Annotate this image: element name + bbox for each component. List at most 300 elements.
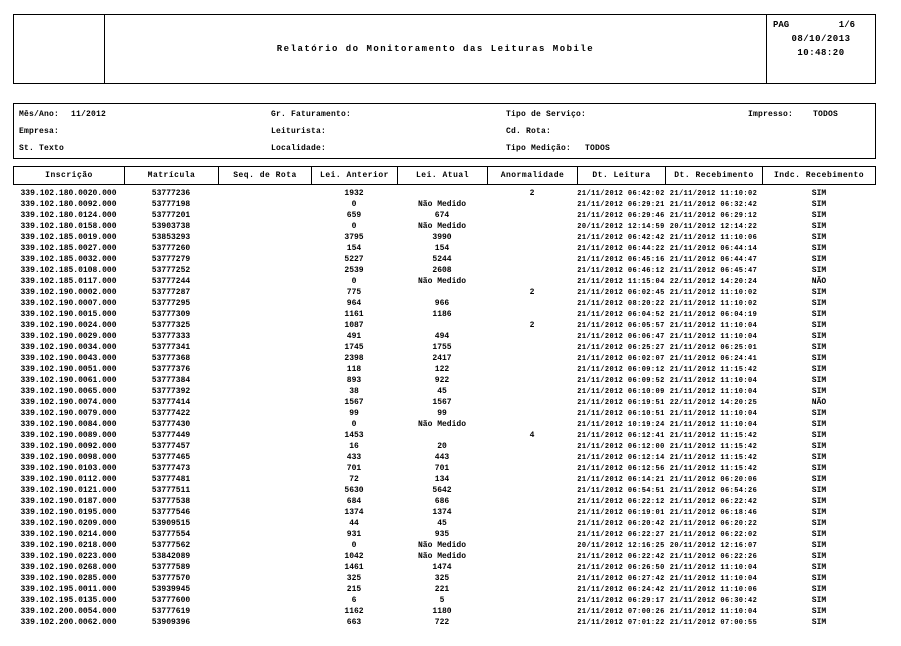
- table-cell: SIM: [811, 376, 827, 385]
- table-cell: 339.102.190.0079.000: [20, 409, 117, 418]
- table-cell: 53777376: [151, 365, 191, 374]
- impresso-value: TODOS: [813, 110, 839, 119]
- table-cell: 53777600: [151, 596, 191, 605]
- filter-st-texto: [19, 144, 64, 153]
- table-cell: 21/11/2012 06:02:45: [577, 288, 665, 297]
- table-cell: 339.102.190.0007.000: [20, 299, 117, 308]
- table-cell: 701: [346, 464, 362, 473]
- table-cell: 2608: [432, 266, 452, 275]
- table-cell: 53777252: [151, 266, 191, 275]
- col-header-indc-recebimento: Indc. Recebimento: [773, 171, 865, 180]
- table-cell: 53777333: [151, 332, 191, 341]
- table-cell: 53777457: [151, 442, 191, 451]
- table-row: [13, 485, 876, 496]
- table-cell: 20/11/2012 12:14:22: [669, 222, 758, 231]
- table-cell: NÃO: [811, 398, 827, 407]
- table-cell: 21/11/2012 06:45:16: [577, 255, 665, 264]
- table-cell: 53842089: [151, 552, 191, 561]
- table-header: [13, 166, 876, 185]
- table-cell: 339.102.190.0098.000: [20, 453, 117, 462]
- table-cell: SIM: [811, 222, 827, 231]
- table-cell: 4: [529, 431, 535, 440]
- table-cell: 21/11/2012 06:42:02: [577, 189, 665, 198]
- table-cell: 659: [346, 211, 362, 220]
- filter-impresso: [748, 110, 838, 119]
- print-date: 08/10/2013: [791, 34, 851, 44]
- filter-tipo-medicao: [506, 144, 610, 153]
- table-cell: 21/11/2012 06:27:42: [577, 574, 665, 583]
- table-cell: 53777511: [151, 486, 191, 495]
- table-cell: 53777295: [151, 299, 191, 308]
- table-row: [13, 287, 876, 298]
- table-row: [13, 188, 876, 199]
- table-row: [13, 452, 876, 463]
- table-cell: 21/11/2012 06:24:41: [669, 354, 758, 363]
- table-cell: 21/11/2012 11:10:04: [669, 376, 758, 385]
- table-cell: Não Medido: [417, 420, 466, 429]
- filter-gr-faturamento: [271, 110, 351, 119]
- table-cell: 21/11/2012 11:10:04: [669, 321, 758, 330]
- table-cell: 21/11/2012 11:15:42: [669, 431, 758, 440]
- table-cell: 1474: [432, 563, 452, 572]
- tipo-medicao-value: TODOS: [585, 144, 611, 153]
- table-cell: 339.102.190.0214.000: [20, 530, 117, 539]
- table-cell: 491: [346, 332, 362, 341]
- table-cell: 2539: [344, 266, 364, 275]
- table-cell: 325: [434, 574, 450, 583]
- table-cell: 21/11/2012 06:26:50: [577, 563, 665, 572]
- col-header-lei-atual: Lei. Atual: [398, 167, 488, 184]
- table-cell: 21/11/2012 06:04:52: [577, 310, 665, 319]
- table-cell: SIM: [811, 486, 827, 495]
- table-row: [13, 529, 876, 540]
- table-cell: 339.102.185.0108.000: [20, 266, 117, 275]
- table-row: [13, 606, 876, 617]
- table-cell: 21/11/2012 06:32:42: [669, 200, 758, 209]
- table-cell: 53777384: [151, 376, 191, 385]
- table-cell: Não Medido: [417, 277, 466, 286]
- table-cell: 5630: [344, 486, 364, 495]
- table-cell: 931: [346, 530, 362, 539]
- table-cell: 1186: [432, 310, 452, 319]
- table-cell: Não Medido: [417, 200, 466, 209]
- table-cell: SIM: [811, 200, 827, 209]
- table-cell: 53777198: [151, 200, 191, 209]
- table-cell: 1932: [344, 189, 364, 198]
- table-cell: 935: [434, 530, 450, 539]
- table-cell: 215: [346, 585, 362, 594]
- print-time: 10:48:20: [797, 48, 845, 58]
- table-cell: 339.102.185.0032.000: [20, 255, 117, 264]
- table-cell: SIM: [811, 211, 827, 220]
- table-cell: 0: [351, 541, 357, 550]
- table-cell: 22/11/2012 14:20:24: [669, 277, 758, 286]
- table-row: [13, 584, 876, 595]
- impresso-label: Impresso:: [748, 110, 794, 119]
- table-cell: 21/11/2012 06:22:42: [669, 497, 758, 506]
- table-cell: 21/11/2012 06:09:12: [577, 365, 665, 374]
- table-row: [13, 353, 876, 364]
- table-row: [13, 430, 876, 441]
- table-cell: 339.102.200.0054.000: [20, 607, 117, 616]
- table-cell: 21/11/2012 11:10:04: [669, 332, 758, 341]
- table-cell: 53909515: [151, 519, 191, 528]
- col-header-matricula: Matrícula: [125, 167, 219, 184]
- table-cell: 21/11/2012 07:00:55: [669, 618, 758, 627]
- table-cell: 44: [349, 519, 359, 528]
- table-cell: 21/11/2012 06:20:42: [577, 519, 665, 528]
- table-cell: SIM: [811, 332, 827, 341]
- table-cell: 21/11/2012 06:25:01: [669, 343, 758, 352]
- table-row: [13, 562, 876, 573]
- report-header: [13, 14, 876, 84]
- table-cell: 21/11/2012 06:54:26: [669, 486, 758, 495]
- table-cell: 53777236: [151, 189, 191, 198]
- table-cell: 775: [346, 288, 362, 297]
- table-cell: 21/11/2012 06:22:02: [669, 530, 758, 539]
- table-cell: 1180: [432, 607, 452, 616]
- table-cell: 722: [434, 618, 450, 627]
- table-row: [13, 551, 876, 562]
- table-cell: 686: [434, 497, 450, 506]
- table-cell: 339.102.190.0051.000: [20, 365, 117, 374]
- table-cell: 99: [437, 409, 447, 418]
- table-cell: 0: [351, 420, 357, 429]
- table-cell: Não Medido: [417, 541, 466, 550]
- table-cell: 154: [434, 244, 450, 253]
- table-cell: 53777341: [151, 343, 191, 352]
- table-cell: SIM: [811, 618, 827, 627]
- table-row: [13, 364, 876, 375]
- table-cell: SIM: [811, 310, 827, 319]
- table-row: [13, 276, 876, 287]
- table-cell: 21/11/2012 06:44:22: [577, 244, 665, 253]
- table-cell: 21/11/2012 06:10:09: [577, 387, 665, 396]
- table-cell: 20/11/2012 12:14:59: [577, 222, 665, 231]
- table-cell: SIM: [811, 563, 827, 572]
- table-cell: 0: [351, 200, 357, 209]
- table-cell: 5244: [432, 255, 452, 264]
- table-row: [13, 243, 876, 254]
- table-cell: 21/11/2012 06:20:22: [669, 519, 758, 528]
- table-cell: SIM: [811, 365, 827, 374]
- table-cell: 21/11/2012 06:44:47: [669, 255, 758, 264]
- table-cell: 53777260: [151, 244, 191, 253]
- page-number: 1/6: [838, 20, 855, 30]
- table-cell: 964: [346, 299, 362, 308]
- table-cell: 72: [349, 475, 359, 484]
- table-cell: 21/11/2012 06:22:42: [577, 552, 665, 561]
- table-cell: 893: [346, 376, 362, 385]
- table-row: [13, 331, 876, 342]
- table-cell: 3990: [432, 233, 452, 242]
- table-row: [13, 298, 876, 309]
- table-cell: 154: [346, 244, 362, 253]
- table-cell: 21/11/2012 06:54:51: [577, 486, 665, 495]
- mes-ano-value: 11/2012: [71, 110, 107, 119]
- table-cell: 53777414: [151, 398, 191, 407]
- table-row: [13, 507, 876, 518]
- col-header-lei-anterior: Lei. Anterior: [312, 167, 398, 184]
- table-cell: 21/11/2012 06:12:56: [577, 464, 665, 473]
- table-cell: 53777449: [151, 431, 191, 440]
- cd-rota-label: Cd. Rota:: [506, 127, 552, 136]
- table-cell: 339.102.190.0024.000: [20, 321, 117, 330]
- table-row: [13, 441, 876, 452]
- table-cell: 339.102.190.0043.000: [20, 354, 117, 363]
- table-cell: 339.102.185.0117.000: [20, 277, 117, 286]
- table-cell: SIM: [811, 464, 827, 473]
- table-cell: SIM: [811, 552, 827, 561]
- table-cell: 99: [349, 409, 359, 418]
- table-cell: 53777287: [151, 288, 191, 297]
- table-cell: 2417: [432, 354, 452, 363]
- col-header-dt-recebimento: Dt. Recebimento: [666, 167, 763, 184]
- table-cell: 21/11/2012 06:29:21: [577, 200, 665, 209]
- table-cell: SIM: [811, 596, 827, 605]
- col-header-seq-rota: Seq. de Rota: [219, 167, 312, 184]
- table-cell: 2: [529, 321, 535, 330]
- table-cell: SIM: [811, 475, 827, 484]
- table-cell: 21/11/2012 11:15:42: [669, 464, 758, 473]
- table-cell: 21/11/2012 07:00:26: [577, 607, 665, 616]
- table-cell: 339.102.180.0158.000: [20, 222, 117, 231]
- table-cell: 21/11/2012 11:15:42: [669, 453, 758, 462]
- table-cell: SIM: [811, 420, 827, 429]
- table-cell: 433: [346, 453, 362, 462]
- table-cell: 22/11/2012 14:20:25: [669, 398, 758, 407]
- gr-faturamento-label: Gr. Faturamento:: [271, 110, 352, 119]
- table-cell: 53777589: [151, 563, 191, 572]
- table-cell: 684: [346, 497, 362, 506]
- table-cell: 1042: [344, 552, 364, 561]
- table-cell: 1745: [344, 343, 364, 352]
- table-cell: 53777554: [151, 530, 191, 539]
- table-cell: SIM: [811, 497, 827, 506]
- filter-box: [13, 103, 876, 159]
- table-cell: 443: [434, 453, 450, 462]
- table-row: [13, 320, 876, 331]
- localidade-label: Localidade:: [271, 144, 327, 153]
- table-body: [13, 188, 876, 628]
- table-cell: SIM: [811, 244, 827, 253]
- table-cell: 21/11/2012 06:46:12: [577, 266, 665, 275]
- table-cell: 339.102.180.0124.000: [20, 211, 117, 220]
- table-row: [13, 342, 876, 353]
- table-cell: 21/11/2012 11:10:02: [669, 288, 758, 297]
- table-cell: 21/11/2012 06:18:46: [669, 508, 758, 517]
- table-row: [13, 265, 876, 276]
- tipo-servico-label: Tipo de Serviço:: [506, 110, 587, 119]
- col-header-inscricao: Inscrição: [14, 167, 125, 184]
- table-cell: SIM: [811, 508, 827, 517]
- table-cell: 21/11/2012 06:30:42: [669, 596, 758, 605]
- table-cell: 53853293: [151, 233, 191, 242]
- table-cell: 21/11/2012 11:10:02: [669, 189, 758, 198]
- table-cell: 21/11/2012 06:04:19: [669, 310, 758, 319]
- table-cell: 339.102.185.0027.000: [20, 244, 117, 253]
- table-cell: 21/11/2012 11:10:04: [669, 420, 758, 429]
- table-cell: 21/11/2012 06:29:46: [577, 211, 665, 220]
- filter-cd-rota: [506, 127, 551, 136]
- table-row: [13, 199, 876, 210]
- table-cell: 1567: [344, 398, 364, 407]
- table-cell: Não Medido: [417, 552, 466, 561]
- table-cell: 21/11/2012 06:29:17: [577, 596, 665, 605]
- table-cell: 21/11/2012 11:15:42: [669, 442, 758, 451]
- table-cell: 701: [434, 464, 450, 473]
- table-cell: 53777481: [151, 475, 191, 484]
- table-cell: 1374: [432, 508, 452, 517]
- table-cell: 339.102.190.0195.000: [20, 508, 117, 517]
- table-cell: 494: [434, 332, 450, 341]
- table-row: [13, 496, 876, 507]
- table-cell: 339.102.180.0020.000: [20, 189, 117, 198]
- table-cell: SIM: [811, 255, 827, 264]
- table-cell: 53777325: [151, 321, 191, 330]
- table-cell: 339.102.190.0089.000: [20, 431, 117, 440]
- table-cell: 53777430: [151, 420, 191, 429]
- pag-label: PAG: [773, 20, 790, 30]
- table-cell: 21/11/2012 06:05:57: [577, 321, 665, 330]
- table-cell: 21/11/2012 11:10:04: [669, 574, 758, 583]
- table-cell: 339.102.190.0268.000: [20, 563, 117, 572]
- table-cell: Não Medido: [417, 222, 466, 231]
- table-cell: 53903738: [151, 222, 191, 231]
- table-cell: 21/11/2012 11:10:06: [669, 585, 758, 594]
- table-cell: 53777538: [151, 497, 191, 506]
- table-cell: 339.102.180.0092.000: [20, 200, 117, 209]
- table-cell: 339.102.195.0135.000: [20, 596, 117, 605]
- table-cell: 21/11/2012 11:10:04: [669, 607, 758, 616]
- table-cell: 21/11/2012 06:44:14: [669, 244, 758, 253]
- table-row: [13, 573, 876, 584]
- table-cell: 53939945: [151, 585, 191, 594]
- table-cell: SIM: [811, 585, 827, 594]
- table-cell: 0: [351, 222, 357, 231]
- filter-empresa: [19, 127, 59, 136]
- table-cell: 339.102.190.0092.000: [20, 442, 117, 451]
- table-cell: 21/11/2012 06:42:42: [577, 233, 665, 242]
- table-cell: SIM: [811, 574, 827, 583]
- table-row: [13, 309, 876, 320]
- table-cell: 339.102.190.0029.000: [20, 332, 117, 341]
- mes-ano-label: Mês/Ano:: [19, 110, 60, 119]
- table-cell: 1374: [344, 508, 364, 517]
- col-header-anormalidade: Anormalidade: [488, 167, 578, 184]
- table-cell: SIM: [811, 387, 827, 396]
- table-cell: SIM: [811, 299, 827, 308]
- col-header-dt-leitura: Dt. Leitura: [578, 167, 666, 184]
- table-cell: 53777309: [151, 310, 191, 319]
- table-row: [13, 595, 876, 606]
- table-cell: 339.102.190.0121.000: [20, 486, 117, 495]
- table-cell: 1567: [432, 398, 452, 407]
- table-cell: 21/11/2012 11:10:04: [669, 409, 758, 418]
- table-cell: 21/11/2012 06:22:12: [577, 497, 665, 506]
- table-cell: SIM: [811, 321, 827, 330]
- table-cell: 21/11/2012 11:10:06: [669, 233, 758, 242]
- table-cell: 21/11/2012 06:22:26: [669, 552, 758, 561]
- table-cell: 674: [434, 211, 450, 220]
- table-cell: 5: [439, 596, 445, 605]
- table-cell: 5642: [432, 486, 452, 495]
- table-cell: SIM: [811, 354, 827, 363]
- table-cell: NÃO: [811, 277, 827, 286]
- table-cell: 21/11/2012 06:12:41: [577, 431, 665, 440]
- table-cell: SIM: [811, 453, 827, 462]
- table-cell: 1461: [344, 563, 364, 572]
- table-cell: 21/11/2012 06:24:42: [577, 585, 665, 594]
- table-cell: 21/11/2012 07:01:22: [577, 618, 665, 627]
- table-cell: 3795: [344, 233, 364, 242]
- table-cell: 339.102.190.0112.000: [20, 475, 117, 484]
- table-cell: 21/11/2012 06:09:52: [577, 376, 665, 385]
- table-cell: 339.102.190.0187.000: [20, 497, 117, 506]
- table-cell: 1162: [344, 607, 364, 616]
- table-cell: 21/11/2012 11:15:04: [577, 277, 665, 286]
- table-row: [13, 254, 876, 265]
- table-cell: 1161: [344, 310, 364, 319]
- table-row: [13, 386, 876, 397]
- table-cell: 45: [437, 519, 447, 528]
- table-cell: 16: [349, 442, 359, 451]
- table-row: [13, 375, 876, 386]
- table-row: [13, 474, 876, 485]
- table-cell: 966: [434, 299, 450, 308]
- table-cell: 21/11/2012 11:10:04: [669, 563, 758, 572]
- table-cell: 53777201: [151, 211, 191, 220]
- table-row: [13, 540, 876, 551]
- table-cell: 5227: [344, 255, 364, 264]
- table-cell: SIM: [811, 541, 827, 550]
- table-cell: 1453: [344, 431, 364, 440]
- table-cell: 339.102.185.0019.000: [20, 233, 117, 242]
- table-cell: 21/11/2012 06:14:21: [577, 475, 665, 484]
- table-cell: 20/11/2012 12:16:07: [669, 541, 758, 550]
- table-row: [13, 463, 876, 474]
- table-cell: SIM: [811, 409, 827, 418]
- empresa-label: Empresa:: [19, 127, 60, 136]
- table-cell: 53777368: [151, 354, 191, 363]
- table-cell: 325: [346, 574, 362, 583]
- table-cell: 21/11/2012 10:19:24: [577, 420, 665, 429]
- table-cell: 53777546: [151, 508, 191, 517]
- table-cell: 922: [434, 376, 450, 385]
- table-cell: 21/11/2012 11:10:04: [669, 387, 758, 396]
- table-cell: 21/11/2012 06:10:51: [577, 409, 665, 418]
- table-cell: 21/11/2012 06:12:14: [577, 453, 665, 462]
- table-cell: 339.102.190.0209.000: [20, 519, 117, 528]
- filter-tipo-servico: [506, 110, 586, 119]
- table-cell: SIM: [811, 607, 827, 616]
- filter-mes-ano: [19, 110, 106, 119]
- table-cell: 53777562: [151, 541, 191, 550]
- table-cell: 21/11/2012 11:15:42: [669, 365, 758, 374]
- table-cell: 53777465: [151, 453, 191, 462]
- table-cell: 339.102.190.0065.000: [20, 387, 117, 396]
- table-cell: 21/11/2012 06:22:27: [577, 530, 665, 539]
- table-cell: 45: [437, 387, 447, 396]
- table-cell: 339.102.190.0285.000: [20, 574, 117, 583]
- table-cell: 339.102.200.0062.000: [20, 618, 117, 627]
- table-cell: 221: [434, 585, 450, 594]
- table-cell: SIM: [811, 266, 827, 275]
- table-cell: 122: [434, 365, 450, 374]
- table-cell: 339.102.190.0103.000: [20, 464, 117, 473]
- table-cell: 21/11/2012 11:10:02: [669, 299, 758, 308]
- table-cell: SIM: [811, 519, 827, 528]
